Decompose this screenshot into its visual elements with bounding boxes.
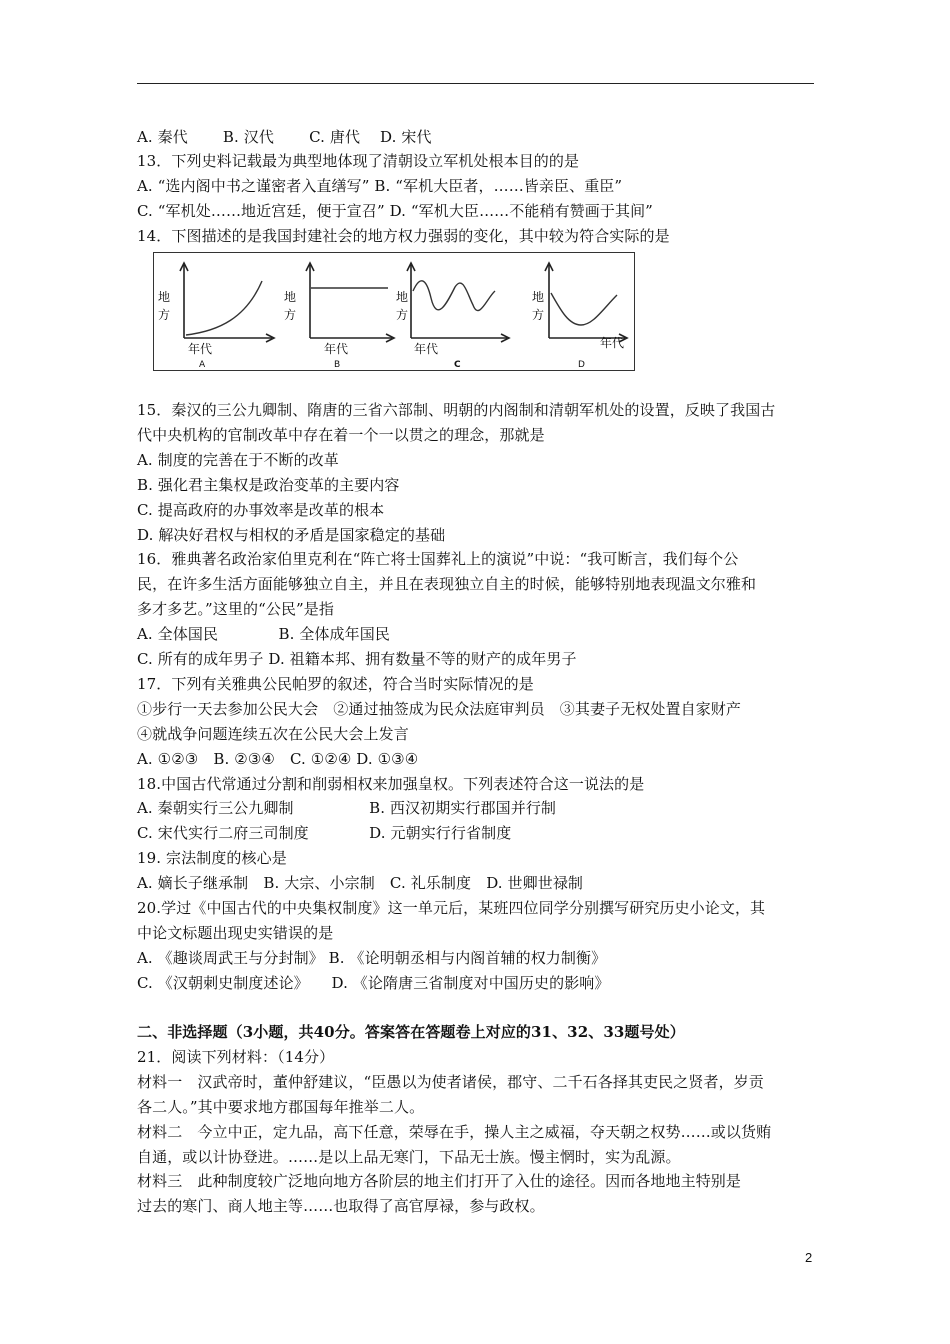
graph-panel-a bbox=[180, 263, 274, 342]
ylabel-d-1: 地 bbox=[532, 290, 545, 304]
xlabel-c: 年代 bbox=[414, 342, 439, 356]
q15-option-d: D. 解决好君权与相权的矛盾是国家稳定的基础 bbox=[137, 526, 446, 544]
q17-options: A. ①②③ B. ②③④ C. ①②④ D. ①③④ bbox=[137, 750, 419, 768]
ylabel-c-2: 方 bbox=[396, 308, 409, 322]
q20-stem-2: 中论文标题出现史实错误的是 bbox=[137, 924, 334, 942]
material-two-1: 材料二 今立中正，定九品，高下任意，荣辱在手，操人主之威福，夺天朝之权势……或以货贿 bbox=[137, 1123, 772, 1141]
q13-options-ab: A. “选内阁中书之谨密者入直缮写” B. “军机大臣者，……皆亲臣、重臣” bbox=[137, 177, 623, 195]
q16-stem-2: 民，在许多生活方面能够独立自主，并且在表现独立自主的时候，能够特别地表现温文尔雅和 bbox=[137, 575, 757, 593]
graph-panel-c bbox=[407, 263, 509, 342]
q16-stem-3: 多才多艺。”这里的“公民”是指 bbox=[137, 600, 335, 618]
q19-stem: 19. 宗法制度的核心是 bbox=[137, 849, 287, 867]
ylabel-a-1: 地 bbox=[158, 290, 171, 304]
ylabel-c-1: 地 bbox=[396, 290, 409, 304]
xlabel-d: 年代 bbox=[600, 336, 625, 350]
ylabel-d-2: 方 bbox=[532, 308, 545, 322]
page-number: 2 bbox=[805, 1250, 813, 1265]
q18-options-cd: C. 宋代实行二府三司制度 D. 元朝实行行省制度 bbox=[137, 824, 512, 842]
ylabel-a-2: 方 bbox=[158, 308, 171, 322]
panel-label-b: B bbox=[334, 360, 341, 370]
q18-options-ab: A. 秦朝实行三公九卿制 B. 西汉初期实行郡国并行制 bbox=[137, 799, 557, 817]
xlabel-a: 年代 bbox=[188, 342, 213, 356]
panel-label-c: C bbox=[454, 360, 461, 370]
q20-options-ab: A. 《趣谈周武王与分封制》 B. 《论明朝丞相与内阁首辅的权力制衡》 bbox=[137, 949, 607, 967]
panel-label-a: A bbox=[199, 360, 206, 370]
q15-option-a: A. 制度的完善在于不断的改革 bbox=[137, 451, 339, 469]
q20-stem-1: 20.学过《中国古代的中央集权制度》这一单元后，某班四位同学分别撰写研究历史小论文，其 bbox=[137, 899, 766, 917]
material-one-2: 各二人。”其中要求地方郡国每年推举二人。 bbox=[137, 1098, 425, 1116]
graph-panel-d bbox=[545, 263, 627, 342]
q13-stem: 13．下列史料记载最为典型地体现了清朝设立军机处根本目的的是 bbox=[137, 152, 580, 170]
q15-stem-1: 15．秦汉的三公九卿制、隋唐的三省六部制、明朝的内阁制和清朝军机处的设置，反映了我国古 bbox=[137, 401, 776, 419]
material-one-1: 材料一 汉武帝时，董仲舒建议，“臣愚以为使者诸侯，郡守、二千石各择其吏民之贤者，岁贡 bbox=[137, 1073, 764, 1091]
ylabel-b-1: 地 bbox=[284, 290, 297, 304]
q17-items-2: ④就战争问题连续五次在公民大会上发言 bbox=[137, 725, 409, 743]
q16-options-cd: C. 所有的成年男子 D. 祖籍本邦、拥有数量不等的财产的成年男子 bbox=[137, 650, 577, 668]
q15-option-b: B. 强化君主集权是政治变革的主要内容 bbox=[137, 476, 400, 494]
q14-graphs bbox=[154, 253, 634, 370]
q14-figure bbox=[153, 252, 635, 371]
q15-stem-2: 代中央机构的官制改革中存在着一个一以贯之的理念，那就是 bbox=[137, 426, 545, 444]
section-two-heading: 二、非选择题（3小题，共40分。答案答在答题卷上对应的31、32、33题号处） bbox=[137, 1023, 685, 1041]
panel-label-d: D bbox=[578, 360, 585, 370]
q21-stem: 21．阅读下列材料：（14分） bbox=[137, 1048, 335, 1066]
graph-panel-b bbox=[306, 263, 394, 342]
q19-options: A. 嫡长子继承制 B. 大宗、小宗制 C. 礼乐制度 D. 世卿世禄制 bbox=[137, 874, 584, 892]
q16-options-ab: A. 全体国民 B. 全体成年国民 bbox=[137, 625, 390, 643]
material-three-2: 过去的寒门、商人地主等……也取得了高官厚禄，参与政权。 bbox=[137, 1197, 545, 1215]
q16-stem-1: 16．雅典著名政治家伯里克利在“阵亡将士国葬礼上的演说”中说：“我可断言，我们每个公 bbox=[137, 550, 739, 568]
q17-items-1: ①步行一天去参加公民大会 ②通过抽签成为民众法庭审判员 ③其妻子无权处置自家财产 bbox=[137, 700, 742, 718]
q15-option-c: C. 提高政府的办事效率是改革的根本 bbox=[137, 501, 385, 519]
ylabel-b-2: 方 bbox=[284, 308, 297, 322]
q20-options-cd: C. 《汉朝刺史制度述论》 D. 《论隋唐三省制度对中国历史的影响》 bbox=[137, 974, 610, 992]
q17-stem: 17．下列有关雅典公民帕罗的叙述，符合当时实际情况的是 bbox=[137, 675, 534, 693]
material-two-2: 自通，或以计协登进。……是以上品无寒门，下品无士族。慢主惘时，实为乱源。 bbox=[137, 1148, 681, 1166]
header-rule bbox=[137, 83, 814, 84]
q13-options-cd: C. “军机处……地近宫廷，便于宣召” D. “军机大臣……不能稍有赞画于其间” bbox=[137, 202, 653, 220]
q12-options: A. 秦代 B. 汉代 C. 唐代 D. 宋代 bbox=[137, 128, 432, 146]
xlabel-b: 年代 bbox=[324, 342, 349, 356]
q14-stem: 14．下图描述的是我国封建社会的地方权力强弱的变化，其中较为符合实际的是 bbox=[137, 227, 670, 245]
material-three-1: 材料三 此种制度较广泛地向地方各阶层的地主们打开了入仕的途径。因而各地地主特别是 bbox=[137, 1172, 742, 1190]
q18-stem: 18.中国古代常通过分割和削弱相权来加强皇权。下列表述符合这一说法的是 bbox=[137, 775, 645, 793]
